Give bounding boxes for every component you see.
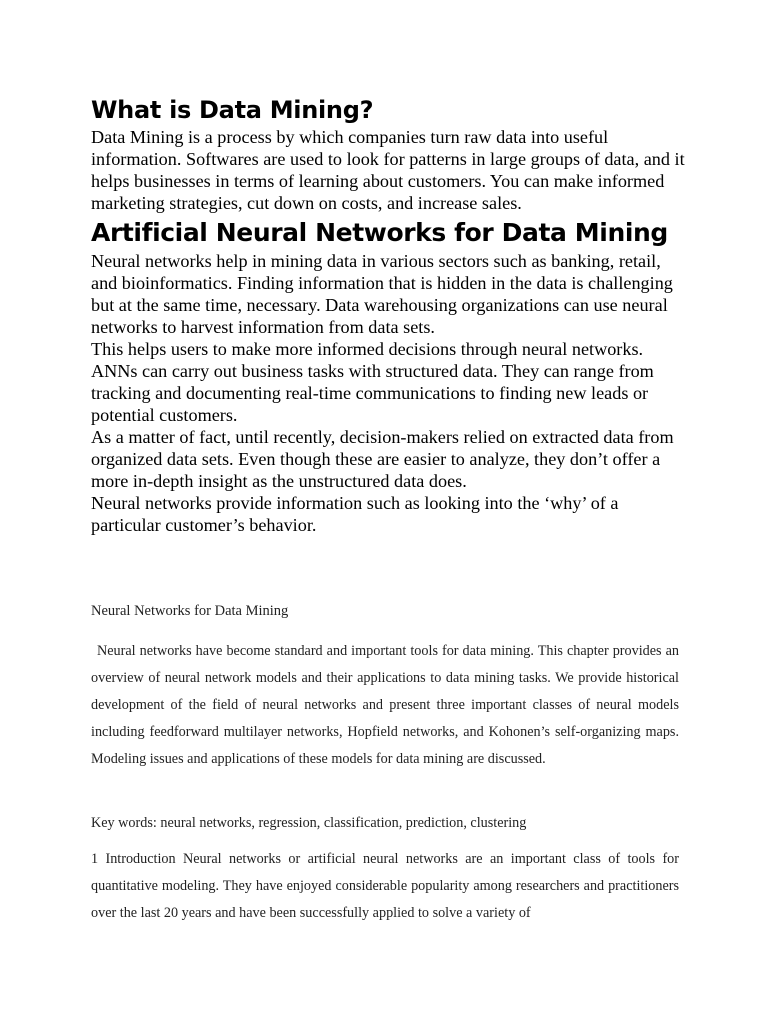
ann-paragraph-2: This helps users to make more informed decisions through neural networks. xyxy=(91,339,644,359)
chapter-abstract: Neural networks have become standard and important tools for data mining. This chapter provides an overview of neural network models and their applications to data mining tasks. We provide historical development of the field of neural networks and present three important classes of neural models including feedforward multilayer networks, Hopfield networks, and Kohonen’s self-organizing maps. Modeling issues and applications of these models for data mining are discussed. xyxy=(91,643,679,767)
heading-ann-for-data-mining: Artificial Neural Networks for Data Mining xyxy=(91,218,668,247)
article-body xyxy=(91,94,691,536)
ann-paragraph-3: ANNs can carry out business tasks with structured data. They can range from tracking and documenting real-time communications to finding new leads or potential customers. xyxy=(91,361,654,425)
data-mining-paragraph: Data Mining is a process by which companies turn raw data into useful information. Softwares are used to look for patterns in large groups of data, and it helps businesses in terms of learning about customers. You can make informed marketing strategies, cut down on costs, and increase sales. xyxy=(91,127,685,213)
chapter-introduction: 1 Introduction Neural networks or artificial neural networks are an important class of tools for quantitative modeling. They have enjoyed considerable popularity among researchers and practitioners over the last 20 years and have been successfully applied to solve a variety of xyxy=(91,851,679,921)
heading-what-is-data-mining: What is Data Mining? xyxy=(91,96,374,124)
ann-paragraph-1: Neural networks help in mining data in various sectors such as banking, retail, and bioinformatics. Finding information that is hidden in the data is challenging but at the same time, necessary. Data warehousing organizations can use neural networks to harvest information from data sets. xyxy=(91,251,673,337)
chapter-title: Neural Networks for Data Mining xyxy=(91,603,289,619)
chapter-keywords: Key words: neural networks, regression, classification, prediction, clustering xyxy=(91,815,527,831)
ann-paragraph-4: As a matter of fact, until recently, decision-makers relied on extracted data from organized data sets. Even though these are easier to analyze, they don’t offer a more in-depth insight as the unstructured data does. xyxy=(91,427,674,491)
chapter-title-block xyxy=(91,602,679,620)
ann-paragraph-5: Neural networks provide information such as looking into the ‘why’ of a particular customer’s behavior. xyxy=(91,493,619,535)
